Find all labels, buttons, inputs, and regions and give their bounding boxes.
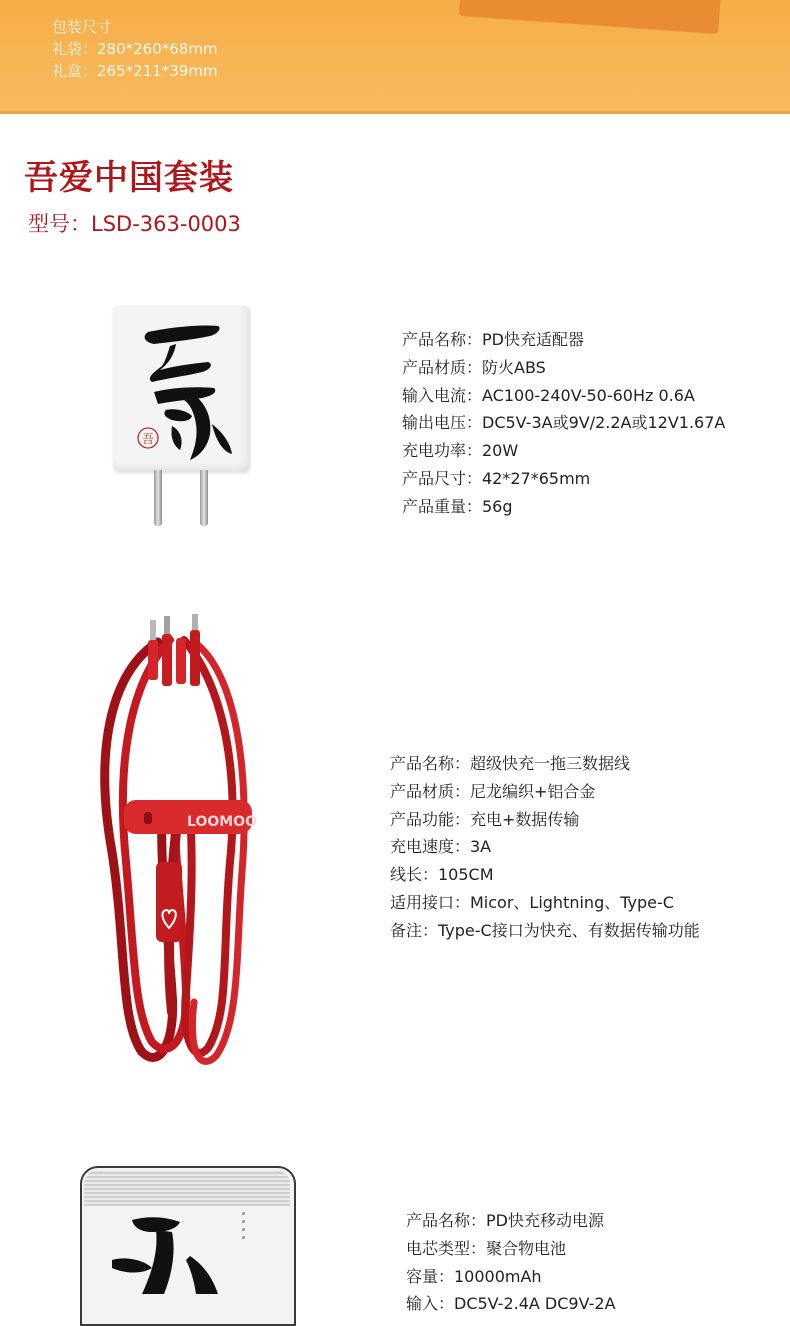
power-bank-image (72, 1164, 302, 1300)
strap-logo: LOOMOO (187, 814, 257, 830)
cable-specs (390, 750, 700, 945)
spec-item: 产品材质：尼龙编织+铝合金 (390, 781, 596, 801)
spec-item: 产品功能：充电+数据传输 (390, 809, 580, 829)
cable-image (90, 612, 270, 1072)
spec-item: 产品名称：超级快充一拖三数据线 (390, 754, 631, 773)
packaging-info (52, 16, 218, 82)
packaging-box-size: 礼盒：265*211*39mm (52, 62, 218, 80)
power-bank-calligraphy (72, 1164, 302, 1300)
packaging-banner (0, 0, 790, 114)
spec-item: 电芯类型：聚合物电池 (406, 1238, 567, 1258)
spec-item: 产品重量：56g (402, 496, 513, 516)
spec-item: 输出电压：DC5V-3A或9V/2.2A或12V1.67A (402, 413, 726, 433)
model-number: 型号：LSD-363-0003 (28, 212, 241, 236)
charger-image (112, 306, 252, 530)
packaging-heading: 包装尺寸 (52, 18, 113, 36)
spec-item: 线长：105CM (390, 865, 494, 885)
spec-item: 容量：10000mAh (406, 1266, 542, 1286)
packaging-bag-size: 礼袋：280*260*68mm (52, 40, 218, 58)
charger-pin-right (200, 470, 208, 526)
spec-item: 输入电流：AC100-240V-50-60Hz 0.6A (402, 385, 695, 405)
power-bank-specs (406, 1207, 616, 1318)
calligraphy-graphic (114, 306, 250, 472)
spec-item: 产品名称：PD快充移动电源 (406, 1211, 604, 1230)
spec-item: 产品尺寸：42*27*65mm (402, 468, 591, 488)
banner-decoration (459, 0, 722, 34)
charger-body (114, 306, 250, 472)
spec-item: 适用接口：Micor、Lightning、Type-C (390, 892, 674, 912)
page-title: 吾爱中国套装 (24, 158, 234, 198)
banner-divider (0, 111, 790, 114)
spec-item: 产品材质：防火ABS (402, 357, 546, 377)
spec-item: 充电功率：20W (402, 441, 519, 461)
spec-item: 充电速度：3A (390, 837, 492, 857)
spec-item: 输入：DC5V-2.4A DC9V-2A (406, 1294, 616, 1314)
charger-specs (402, 326, 725, 521)
spec-item: 备注：Type-C接口为快充、有数据传输功能 (390, 920, 700, 940)
spec-item: 产品名称：PD快充适配器 (402, 330, 584, 349)
charger-pin-left (154, 470, 162, 526)
seal-stamp: 吾 (141, 432, 155, 446)
cable-graphic (90, 612, 270, 1072)
